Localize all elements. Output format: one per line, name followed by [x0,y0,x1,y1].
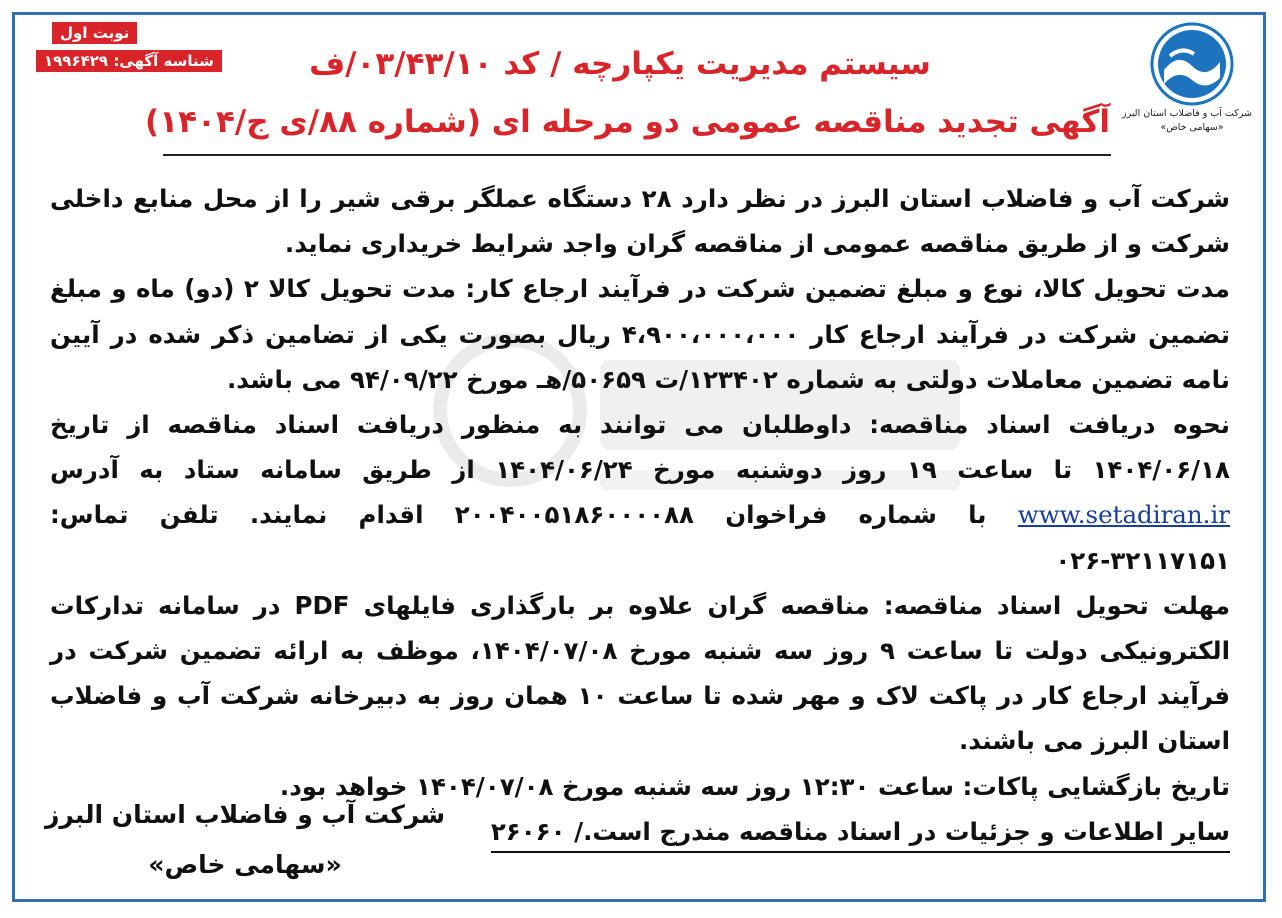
deadline-paragraph: مهلت تحویل اسناد مناقصه: مناقصه گران علاوه بر بارگذاری فایلهای PDF در سامانه تدارکات الکترونیکی دولت تا ساعت ۹ روز سه شنبه مورخ ۱۴۰۴/۰۷/۰۸، موظف به ارائه تضمین شرکت در فرآیند ارجاع کار در پاکت لاک و مهر شده تا ساعت ۱۰ همان روز به دبیرخانه شرکت آب و فاضلاب استان البرز می باشند. [50,590,1231,756]
intro-paragraph: شرکت آب و فاضلاب استان البرز در نظر دارد ۲۸ دستگاه عملگر برقی شیر را از محل منابع داخلی شرکت و از طریق مناقصه عمومی از مناقصه گران واجد شرایط خریداری نماید. [50,184,1230,259]
notice-main-title: آگهی تجدید مناقصه عمومی دو مرحله ای (شماره ۸۸/ی ج/۱۴۰۴) [145,104,1110,140]
receive-documents-paragraph [50,402,1230,583]
round-badge: نوبت اول [52,22,137,44]
ad-id-badge: شناسه آگهی: ۱۹۹۶۴۲۹ [36,50,222,72]
notice-system-code-title: سیستم مدیریت یکپارچه / کد ۰۳/۴۳/۱۰/ف [309,46,931,82]
opening-paragraph: تاریخ بازگشایی پاکات: ساعت ۱۲:۳۰ روز سه شنبه مورخ ۱۴۰۴/۰۷/۰۸ خواهد بود. [279,771,1230,801]
water-drop-logo-icon [1150,22,1234,106]
logo-company-type: «سهامی خاص» [1160,122,1224,133]
setadiran-link[interactable]: www.setadiran.ir [1017,500,1231,530]
receive-text-part1: نحوه دریافت اسناد مناقصه: داوطلبان می توانند به منظور دریافت اسناد مناقصه از تاریخ ۱۴۰۴/۰۶/۱۸ تا ساعت ۱۹ روز دوشنبه مورخ ۱۴۰۴/۰۶/۲۴ از طریق سامانه ستاد به آدرس [50,410,1230,485]
receive-text-part2: با شماره فراخوان ۲۰۰۴۰۰۵۱۸۶۰۰۰۰۸۸ اقدام نمایند. تلفن تماس: ۳۲۱۱۷۱۵۱-۰۲۶ [50,500,1230,575]
other-info-text: سایر اطلاعات و جزئیات در اسناد مناقصه مندرج است./ ۲۶۰۶۰ [491,813,1230,853]
signature-company-type: «سهامی خاص» [148,850,342,879]
signature-company-name: شرکت آب و فاضلاب استان البرز [44,800,446,829]
delivery-paragraph: مدت تحویل کالا، نوع و مبلغ تضمین شرکت در فرآیند ارجاع کار: مدت تحویل کالا ۲ (دو) ماه و مبلغ تضمین شرکت در فرآیند ارجاع کار ۴،۹۰۰،۰۰۰،۰۰۰ ریال بصورت یکی از تضامین ذکر شده در آیین نامه تضمین معاملات دولتی به شماره ۱۲۳۴۰۲/ت ۵۰۶۵۹/هـ مورخ ۹۴/۰۹/۲۲ می باشد. [50,274,1230,394]
logo-company-name: شرکت آب و فاضلاب استان البرز [1121,108,1252,119]
title-underline [163,154,1111,156]
company-logo [1121,22,1252,162]
signature-block [40,790,450,890]
notice-body [50,176,1230,854]
